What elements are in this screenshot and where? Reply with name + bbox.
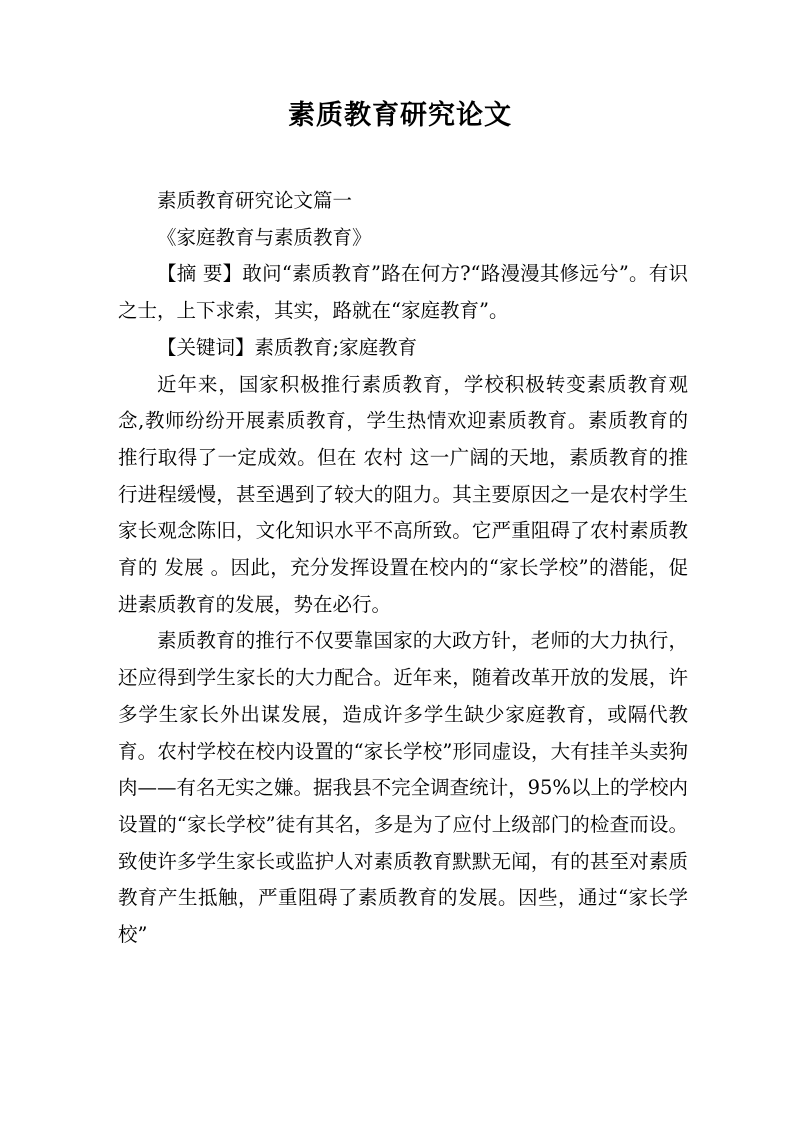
keywords-line: 【关键词】素质教育;家庭教育: [157, 335, 418, 359]
body-paragraph-1: 近年来，国家积极推行素质教育，学校积极转变素质教育观念,教师纷纷开展素质教育，学生热情欢迎素质教育。素质教育的推行取得了一定成效。但在 农村 这一广阔的天地，素质教育的推行进程缓慢，甚至遇到了较大的阻力。其主要原因之一是农村学生家长观念陈旧，文化知识水平不高所致。它严重阻碍了农村素质教育的 发展 。因此，充分发挥设置在校内的“家长学校”的潜能，促进素质教育的发展，势在必行。: [118, 372, 688, 616]
document-body: [118, 183, 688, 954]
article-title: 《家庭教育与素质教育》: [157, 225, 372, 249]
document-title: 素质教育研究论文: [288, 100, 512, 131]
abstract-paragraph: 【摘 要】敢问“素质教育”路在何方?“路漫漫其修远兮”。有识之士，上下求索，其实，路就在“家庭教育”。: [118, 262, 688, 323]
body-paragraph-2: 素质教育的推行不仅要靠国家的大政方针，老师的大力执行，还应得到学生家长的大力配合。近年来，随着改革开放的发展，许多学生家长外出谋发展，造成许多学生缺少家庭教育，或隔代教育。农村学校在校内设置的“家长学校”形同虚设，大有挂羊头卖狗肉——有名无实之嫌。据我县不完全调查统计，95%以上的学校内设置的“家长学校”徒有其名，多是为了应付上级部门的检查而设。致使许多学生家长或监护人对素质教育默默无闻，有的甚至对素质教育产生抵触，严重阻碍了素质教育的发展。因些，通过“家长学校”: [118, 629, 688, 947]
section-heading: 素质教育研究论文篇一: [157, 189, 353, 212]
